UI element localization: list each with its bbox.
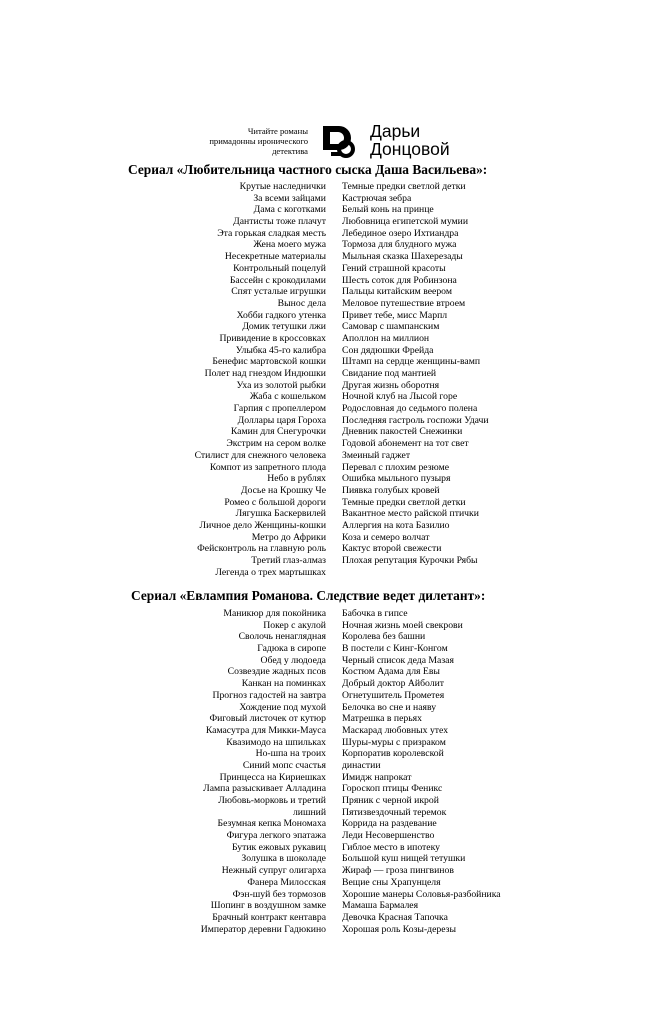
book-title: Маникюр для покойника [223,608,326,619]
book-title: Крутые наследнички [239,181,326,192]
book-title: Личное дело Женщины-кошки [199,519,326,531]
book-title: В постели с Кинг-Конгом [342,643,448,655]
book-title: Дантисты тоже плачут [233,216,326,228]
book-list-left [96,181,326,578]
book-title: Полет над гнездом Индюшки [204,368,326,379]
book-title: Спят усталые игрушки [231,286,326,298]
book-title: Фигура легкого эпатажа [226,830,326,842]
book-title: Годовой абонемент на тот свет [342,438,469,450]
book-title: Мыльная сказка Шахерезады [342,251,463,263]
book-title: Небо в рублях [267,473,326,485]
book-title: Самовар с шампанским [342,321,440,333]
book-title: Девочка Красная Тапочка [342,911,448,923]
book-title: Корпоратив королевской [342,748,444,760]
book-title: Ночная жизнь моей свекрови [342,619,463,631]
book-title: Темные предки светлой детки [342,496,466,508]
book-title: Метро до Африки [251,531,326,543]
book-title: Аллергия на кота Базилио [342,519,450,531]
book-title: Огнетушитель Прометея [342,689,445,701]
author-name-line: Дарьи [370,121,421,141]
book-title: Мамаша Бармалея [342,900,419,912]
book-title: Безумная кепка Мономаха [217,818,326,830]
book-title: Родословная до седьмого полена [342,403,478,415]
book-title: Привидение в кроссовках [219,332,326,344]
book-title: Королева без башни [342,631,426,643]
book-title: Пряник с черной икрой [342,795,439,806]
book-title: Канкан на поминках [241,678,326,690]
book-title: Обед у людоеда [260,654,326,666]
book-title: Вынос дела [277,297,326,309]
book-title: Черный список деда Мазая [342,654,454,666]
author-name-line: Донцовой [370,139,450,159]
book-title: Фанера Милосская [247,876,326,888]
book-title: Сон дядюшки Фрейда [342,344,434,356]
book-title: Золушка в шоколаде [241,853,326,865]
book-title: Квазимодо на шпильках [226,736,326,748]
book-title: Шесть соток для Робинзона [342,274,457,286]
book-title: Бабочка в гипсе [342,608,408,619]
book-title: Костюм Адама для Евы [342,666,440,678]
book-title: Большой куш нищей тетушки [342,853,466,865]
book-title: Сволочь ненаглядная [238,631,326,643]
book-title: Последняя гастроль госпожи Удачи [342,414,489,426]
book-title: Бенефис мартовской кошки [212,356,326,368]
book-title: Император деревни Гадюкино [200,923,326,935]
book-title: Меловое путешествие втроем [342,297,466,309]
book-title: Хорошие манеры Соловья-разбойника [342,888,501,900]
tagline [200,126,308,157]
book-title: Эта горькая сладкая месть [217,227,326,239]
book-title: Дневник пакостей Снежинки [342,426,463,438]
book-list-left [96,608,326,935]
book-title: Кактус второй свежести [342,543,442,555]
book-title: Шопинг в воздушном замке [210,900,326,912]
book-title: Вещие сны Храпунцеля [342,876,441,888]
book-title: Жираф — гроза пингвинов [342,865,454,877]
book-list-right [342,181,572,567]
book-title: Гарпия с пропеллером [233,403,326,415]
book-title: Лягушка Баскервилей [235,508,326,520]
book-title: Аполлон на миллион [342,332,430,344]
book-title: Бассейн с крокодилами [229,274,326,286]
book-title: За всеми зайцами [253,192,326,204]
series-title: Сериал «Евлампия Романова. Следствие ведет дилетант»: [131,588,486,603]
book-title: Любовница египетской мумии [342,216,469,228]
book-title: Гений страшной красоты [342,262,446,274]
book-title: Созвездие жадных псов [227,666,326,678]
book-title: Досье на Крошку Че [240,484,326,496]
book-title: Тормоза для блудного мужа [342,239,457,251]
book-title: Темные предки светлой детки [342,181,466,192]
book-title: Легенда о трех мартышках [215,566,326,578]
book-title: Пальцы китайским веером [342,286,452,298]
book-title: Белый конь на принце [342,204,434,216]
book-title: Прогноз гадостей на завтра [212,689,326,701]
book-title: Уха из золотой рыбки [236,379,326,391]
book-title: Доллары царя Гороха [237,414,326,426]
book-title: Улыбка 45-го калибра [235,344,326,356]
book-title: Стилист для снежного человека [194,449,326,461]
book-title: Лебединое озеро Ихтиандра [342,227,459,239]
book-title: Матрешка в перьях [342,713,422,725]
book-title: Хорошая роль Козы-дерезы [342,923,456,935]
book-title: Принцесса на Кириешках [219,771,326,783]
book-title: Гороскоп птицы Феникс [342,783,443,795]
tagline-line: Читайте романы [247,126,308,136]
book-title: Шуры-муры с призраком [342,736,446,748]
book-title: лишний [292,806,326,818]
book-title: Синий мопс счастья [242,759,326,771]
book-title: Третий глаз-алмаз [251,555,326,566]
book-title: Пиявка голубых кровей [342,484,440,496]
book-title: Дама с коготками [253,204,326,216]
book-title: Плохая репутация Курочки Рябы [342,555,478,566]
book-title: Леди Несовершенство [342,830,435,842]
book-title: династии [342,759,381,771]
tagline-line: детектива [272,146,308,157]
book-title: Несекретные материалы [224,251,326,263]
book-title: Бутик ежовых рукавиц [231,841,326,853]
book-title: Покер с акулой [263,619,326,631]
book-title: Имидж напрокат [342,771,412,783]
book-title: Хобби гадкого утенка [236,309,326,321]
book-title: Белочка во сне и наяву [342,701,437,713]
book-title: Фиговый листочек от кутюр [209,713,326,725]
book-title: Жаба с кошельком [249,391,326,403]
book-title: Лампа разыскивает Алладина [203,783,326,795]
book-title: Коррида на раздевание [342,818,437,830]
book-title: Ромео с большой дороги [224,496,326,508]
book-title: Маскарад любовных утех [342,724,449,736]
book-title: Жена моего мужа [253,239,326,251]
book-title: Штамп на сердце женщины-вамп [342,356,481,368]
book-title: Вакантное место райской птички [342,508,479,520]
series-title: Сериал «Любительница частного сыска Даша Васильева»: [128,162,488,177]
book-title: Другая жизнь оборотня [342,379,440,391]
author-name [370,122,450,158]
book-title: Пятизвездочный теремок [342,806,447,818]
book-title: Экстрим на сером волке [226,438,326,450]
book-title: Добрый доктор Айболит [342,678,444,690]
tagline-line: примадонны иронического [209,136,308,147]
book-title: Нежный супруг олигарха [221,865,326,877]
book-title: Кастрючая зебра [342,192,412,204]
book-title: Свидание под мантией [342,368,437,379]
book-title: Фэн-шуй без тормозов [232,888,326,900]
book-title: Ночной клуб на Лысой горе [342,391,458,403]
book-title: Контрольный поцелуй [233,262,326,274]
book-title: Любовь-морковь и третий [218,795,326,806]
book-title: Гадюка в сиропе [257,643,326,655]
book-title: Коза и семеро волчат [342,531,430,543]
book-title: Привет тебе, мисс Марпл [342,309,448,321]
book-title: Но-шпа на троих [255,748,326,760]
book-title: Компот из запретного плода [209,461,326,473]
book-title: Ошибка мыльного пузыря [342,473,451,485]
book-title: Гиблое место в ипотеку [342,841,440,853]
book-list-right [342,608,572,935]
book-title: Змеиный гаджет [342,449,411,461]
book-title: Перевал с плохим резюме [342,461,450,473]
book-title: Камасутра для Микки-Мауса [205,724,326,736]
book-title: Фейсконтроль на главную роль [197,543,326,555]
book-title: Брачный контракт кентавра [212,911,326,923]
book-title: Домик тетушки лжи [242,321,326,333]
publisher-header [200,122,500,162]
book-title: Хождение под мухой [239,701,326,713]
dontsova-logo-icon [319,122,357,160]
book-title: Камин для Снегурочки [230,426,326,438]
